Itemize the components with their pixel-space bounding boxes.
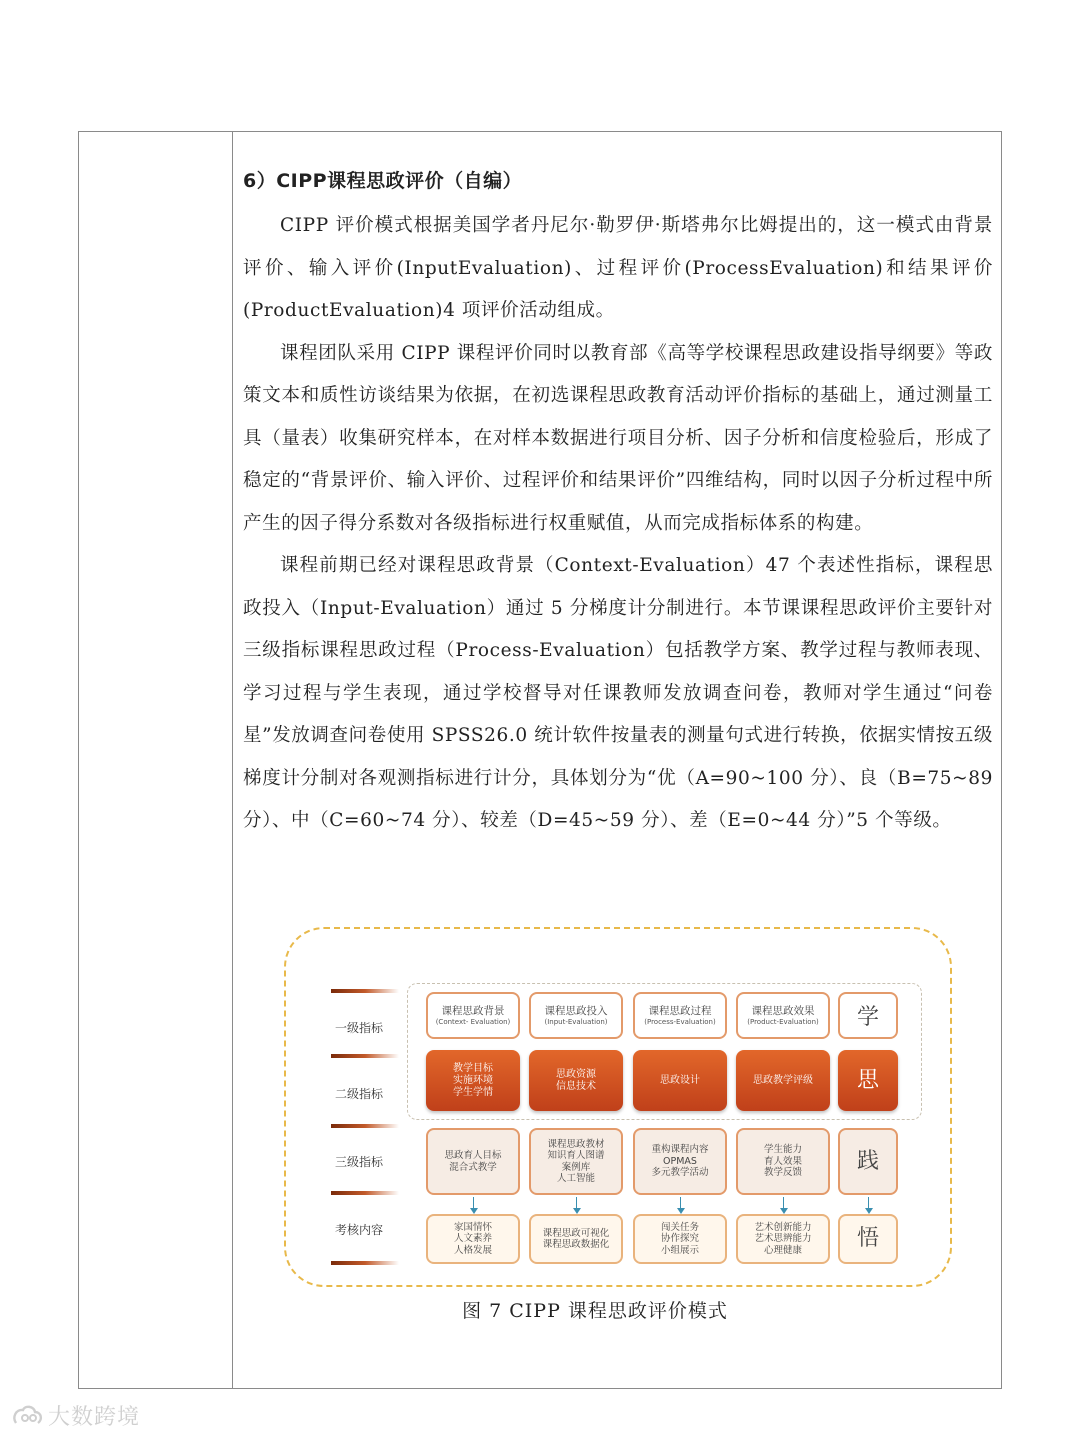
figure-caption: 图 7 CIPP 课程思政评价模式 <box>462 1300 728 1322</box>
row-label-bar <box>331 1054 399 1058</box>
flow-arrow <box>576 1197 577 1209</box>
level2-cell: 思政设计 <box>633 1050 727 1111</box>
row-label-bar <box>331 1261 399 1265</box>
paragraph-3: 课程前期已经对课程思政背景（Context-Evaluation）47 个表述性指标，课程思政投入（Input-Evaluation）通过 5 分梯度计分制进行。本节课课程思政评价主要针对三级指标课程思政过程（Process-Evaluation）包括教学方案、教学过程与教师表现、学习过程与学生表现，通过学校督导对任课教师发放调查问卷，教师对学生通过“问卷星”发放调查问卷使用 SPSS26.0 统计软件按量表的测量句式进行转换，依据实情按五级梯度计分制对各观测指标进行计分，具体划分为“优（A=90~100 分）、良（B=75~89 分）、中（C=60~74 分）、较差（D=45~59 分）、差（E=0~44 分）”5 个等级。 <box>243 555 993 831</box>
level4-cell: 闯关任务 协作探究 小组展示 <box>633 1214 727 1264</box>
level1-subtitle: (Input-Evaluation) <box>544 1017 608 1026</box>
side-cell-si: 思 <box>838 1050 898 1111</box>
level4-cell: 课程思政可视化 课程思政数据化 <box>529 1214 623 1264</box>
row-label-bar <box>331 1124 399 1128</box>
watermark <box>10 1400 140 1431</box>
level1-subtitle: (Context- Evaluation) <box>435 1017 511 1026</box>
level3-cell: 学生能力 育人效果 教学反馈 <box>736 1128 830 1195</box>
level3-cell: 思政育人目标 混合式教学 <box>426 1128 520 1195</box>
level4-cell: 艺术创新能力 艺术思辨能力 心理健康 <box>736 1214 830 1264</box>
row-label-level1: 一级指标 <box>335 1021 384 1035</box>
watermark-logo-icon <box>10 1403 44 1429</box>
level3-cell: 课程思政教材 知识育人图谱 案例库 人工智能 <box>529 1128 623 1195</box>
row-label-level4: 考核内容 <box>335 1223 384 1237</box>
row-label-level3: 三级指标 <box>335 1155 384 1169</box>
level4-cell: 家国情怀 人文素养 人格发展 <box>426 1214 520 1264</box>
level1-subtitle: (Product-Evaluation) <box>747 1017 819 1026</box>
section-heading: 6）CIPP课程思政评价（自编） <box>243 170 523 192</box>
level1-subtitle: (Process-Evaluation) <box>644 1017 716 1026</box>
side-cell-wu: 悟 <box>838 1214 898 1264</box>
paragraph-2: 课程团队采用 CIPP 课程评价同时以教育部《高等学校课程思政建设指导纲要》等政策文本和质性访谈结果为依据，在初选课程思政教育活动评价指标的基础上，通过测量工具（量表）收集研究样本，在对样本数据进行项目分析、因子分析和信度检验后，形成了稳定的“背景评价、输入评价、过程评价和结果评价”四维结构，同时以因子分析过程中所产生的因子得分系数对各级指标进行权重赋值，从而完成指标体系的构建。 <box>243 342 993 534</box>
paragraph-1: CIPP 评价模式根据美国学者丹尼尔·勒罗伊·斯塔弗尔比姆提出的，这一模式由背景评价、输入评价(InputEvaluation)、过程评价(ProcessEvaluation)和结果评价(ProductEvaluation)4 项评价活动组成。 <box>243 215 993 321</box>
level2-cell: 教学目标 实施环境 学生学情 <box>426 1050 520 1111</box>
row-label-level2: 二级指标 <box>335 1087 384 1101</box>
level1-title: 课程思政投入 <box>544 1004 608 1017</box>
level1-cell-context <box>426 992 520 1039</box>
level1-cell-product <box>736 992 830 1039</box>
flow-arrow <box>783 1197 784 1209</box>
flow-arrow <box>680 1197 681 1209</box>
side-cell-xue: 学 <box>838 992 898 1039</box>
level1-cell-input <box>529 992 623 1039</box>
level1-cell-process <box>633 992 727 1039</box>
table-column-divider <box>232 132 233 1388</box>
side-cell-jian: 践 <box>838 1128 898 1195</box>
level2-cell: 思政资源 信息技术 <box>529 1050 623 1111</box>
flow-arrow <box>473 1197 474 1209</box>
level1-title: 课程思政背景 <box>441 1004 505 1017</box>
level1-title: 课程思政效果 <box>751 1004 815 1017</box>
level1-title: 课程思政过程 <box>648 1004 712 1017</box>
section-content <box>243 166 993 843</box>
flow-arrow <box>868 1197 869 1209</box>
watermark-text: 大数跨境 <box>48 1405 141 1430</box>
row-label-bar <box>331 989 399 993</box>
level3-cell: 重构课程内容 OPMAS 多元教学活动 <box>633 1128 727 1195</box>
row-label-bar <box>331 1191 399 1195</box>
level2-cell: 思政教学评级 <box>736 1050 830 1111</box>
